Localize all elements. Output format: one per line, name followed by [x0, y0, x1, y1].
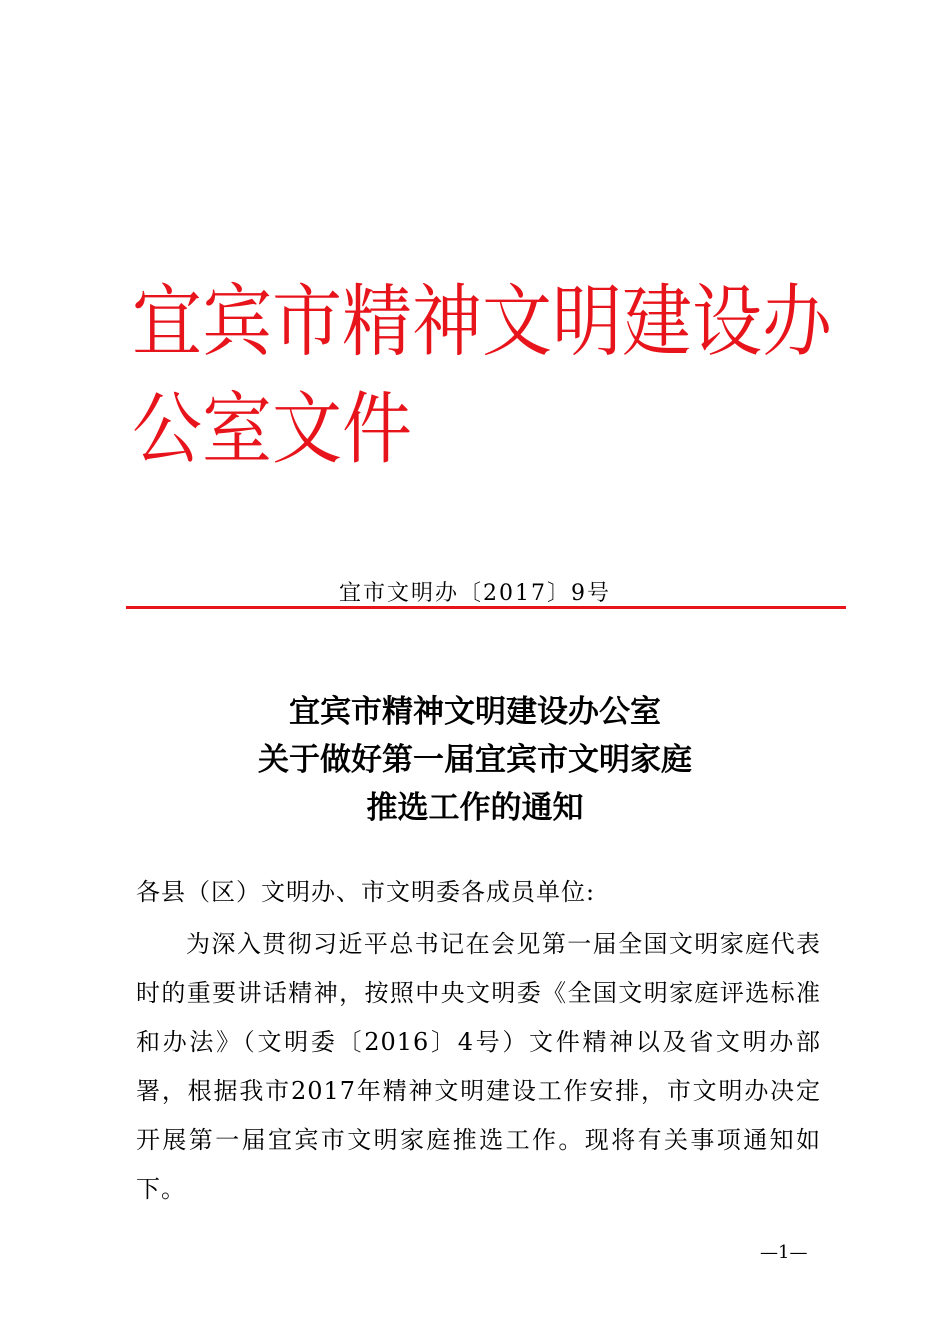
notice-title [0, 688, 950, 832]
title-line-1: 宜宾市精神文明建设办公室 [289, 694, 661, 730]
red-divider-line [126, 606, 846, 609]
salutation: 各县（区）文明办、市文明委各成员单位: [136, 878, 596, 906]
title-line-3: 推选工作的通知 [366, 790, 584, 826]
page-number: —1— [760, 1242, 808, 1263]
body-paragraph: 为深入贯彻习近平总书记在会见第一届全国文明家庭代表时的重要讲话精神，按照中央文明委《全国文明家庭评选标准和办法》（文明委〔2016〕4号）文件精神以及省文明办部署，根据我市2017年精神文明建设工作安排，市文明办决定开展第一届宜宾市文明家庭推选工作。现将有关事项通知如下。 [136, 930, 821, 1203]
issuer-header: 宜宾市精神文明建设办公室文件 [132, 275, 832, 476]
document-number: 宜市文明办〔2017〕9号 [339, 581, 611, 606]
title-line-2: 关于做好第一届宜宾市文明家庭 [258, 742, 692, 778]
